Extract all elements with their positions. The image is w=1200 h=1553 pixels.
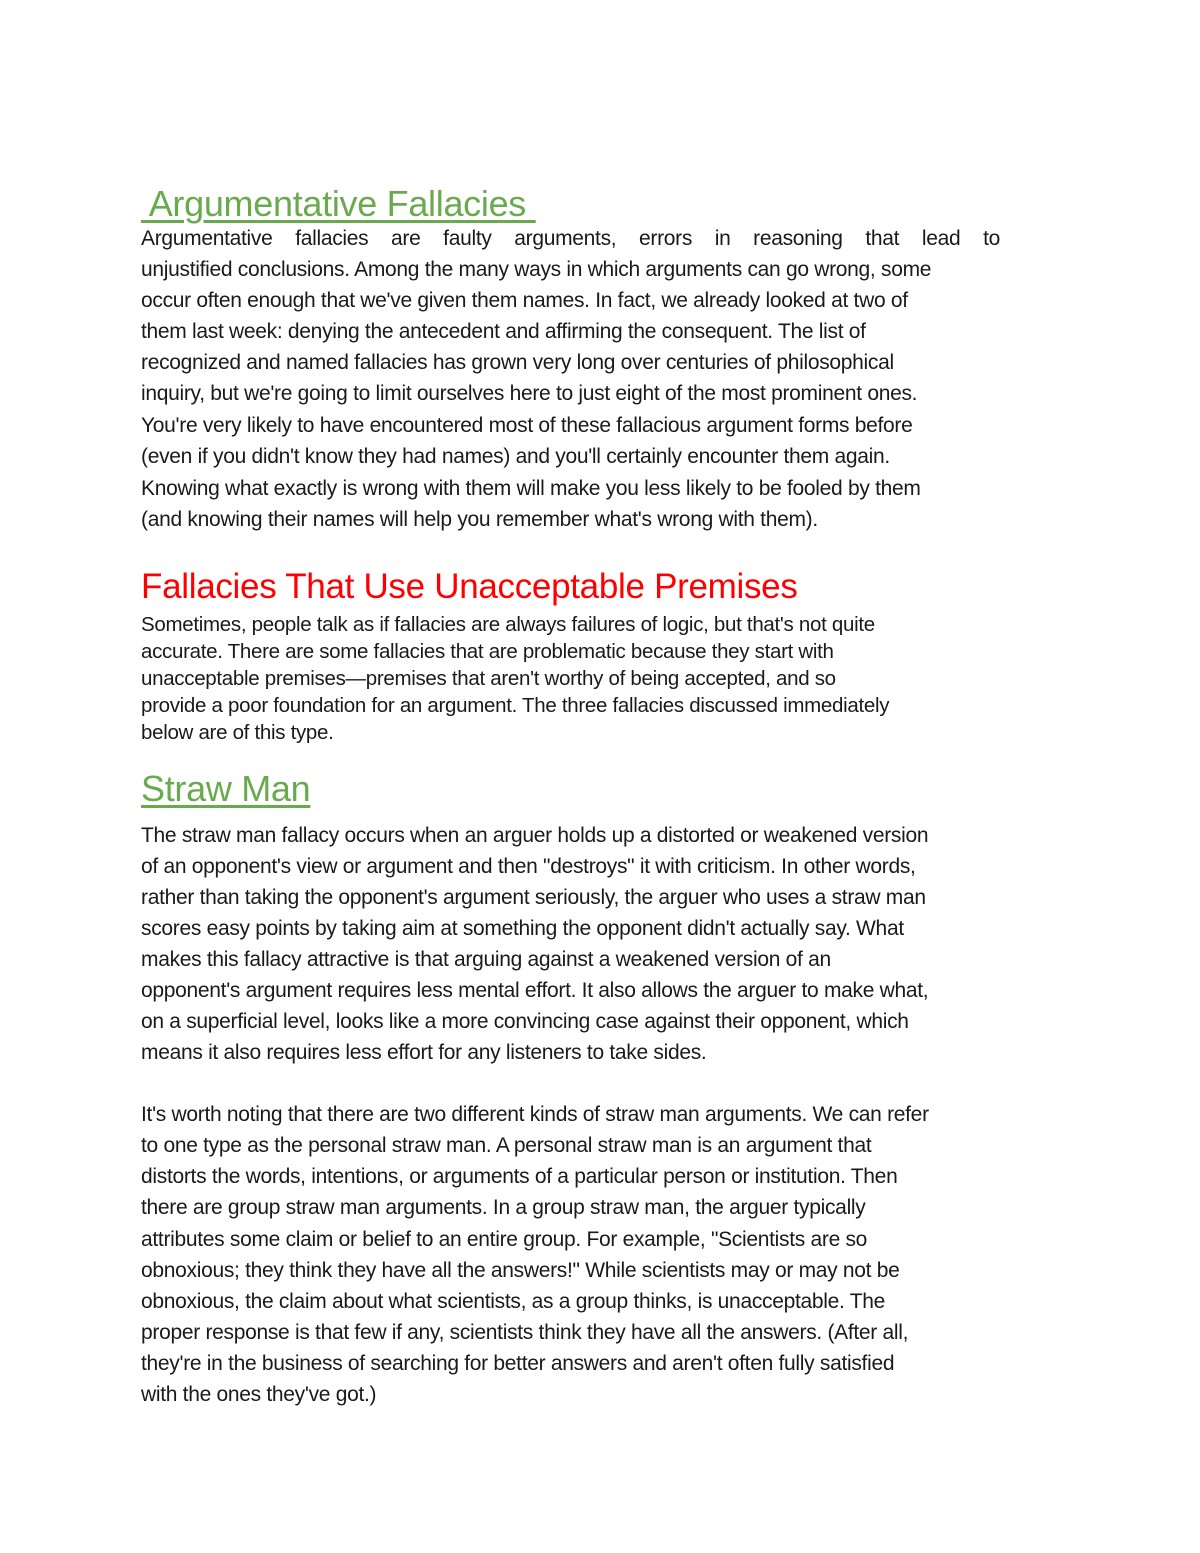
text-line: recognized and named fallacies has grown very long over centuries of philosophical	[141, 351, 894, 374]
text-line: attributes some claim or belief to an entire group. For example, "Scientists are so	[141, 1228, 868, 1251]
text-line: The straw man fallacy occurs when an arguer holds up a distorted or weakened version	[141, 824, 929, 847]
text-line: means it also requires less effort for any listeners to take sides.	[141, 1041, 707, 1064]
text-line: makes this fallacy attractive is that arguing against a weakened version of an	[141, 948, 831, 971]
heading-straw-man: Straw Man	[141, 768, 311, 809]
text-line: provide a poor foundation for an argument. The three fallacies discussed immediately	[141, 694, 890, 717]
text-line: distorts the words, intentions, or arguments of a particular person or institution. Then	[141, 1165, 898, 1188]
text-line: scores easy points by taking aim at something the opponent didn't actually say. What	[141, 917, 904, 940]
text-line: Sometimes, people talk as if fallacies are always failures of logic, but that's not quite	[141, 613, 875, 636]
text-line: (and knowing their names will help you remember what's wrong with them).	[141, 508, 818, 531]
text-line: It's worth noting that there are two different kinds of straw man arguments. We can refer	[141, 1103, 929, 1126]
text-line: to one type as the personal straw man. A personal straw man is an argument that	[141, 1134, 872, 1157]
text-line: rather than taking the opponent's argument seriously, the arguer who uses a straw man	[141, 886, 926, 909]
text-line: opponent's argument requires less mental effort. It also allows the arguer to make what,	[141, 979, 929, 1002]
text-line: on a superficial level, looks like a more convincing case against their opponent, which	[141, 1010, 909, 1033]
text-line: accurate. There are some fallacies that are problematic because they start with	[141, 640, 834, 663]
text-line: Knowing what exactly is wrong with them will make you less likely to be fooled by them	[141, 477, 921, 500]
text-line: them last week: denying the antecedent and affirming the consequent. The list of	[141, 320, 866, 343]
text-line: unacceptable premises—premises that aren't worthy of being accepted, and so	[141, 667, 836, 690]
text-line: unjustified conclusions. Among the many ways in which arguments can go wrong, some	[141, 258, 932, 281]
text-line: proper response is that few if any, scientists think they have all the answers. (After all,	[141, 1321, 909, 1344]
text-line: You're very likely to have encountered most of these fallacious argument forms before	[141, 414, 913, 437]
text-line: Argumentative fallacies are faulty arguments, errors in reasoning that lead to	[141, 227, 1000, 250]
text-line: inquiry, but we're going to limit ourselves here to just eight of the most prominent ones.	[141, 382, 918, 405]
text-line: obnoxious, the claim about what scientists, as a group thinks, is unacceptable. The	[141, 1290, 885, 1313]
text-line: obnoxious; they think they have all the answers!" While scientists may or may not be	[141, 1259, 900, 1282]
text-line: they're in the business of searching for better answers and aren't often fully satisfied	[141, 1352, 895, 1375]
heading-argumentative-fallacies: Argumentative Fallacies	[141, 183, 536, 224]
text-line: of an opponent's view or argument and then "destroys" it with criticism. In other words,	[141, 855, 916, 878]
text-line: below are of this type.	[141, 721, 334, 744]
text-line: (even if you didn't know they had names) and you'll certainly encounter them again.	[141, 445, 890, 468]
heading-unacceptable-premises: Fallacies That Use Unacceptable Premises	[141, 567, 798, 606]
text-line: there are group straw man arguments. In a group straw man, the arguer typically	[141, 1196, 866, 1219]
text-line: with the ones they've got.)	[141, 1383, 377, 1406]
text-line: occur often enough that we've given them names. In fact, we already looked at two of	[141, 289, 908, 312]
